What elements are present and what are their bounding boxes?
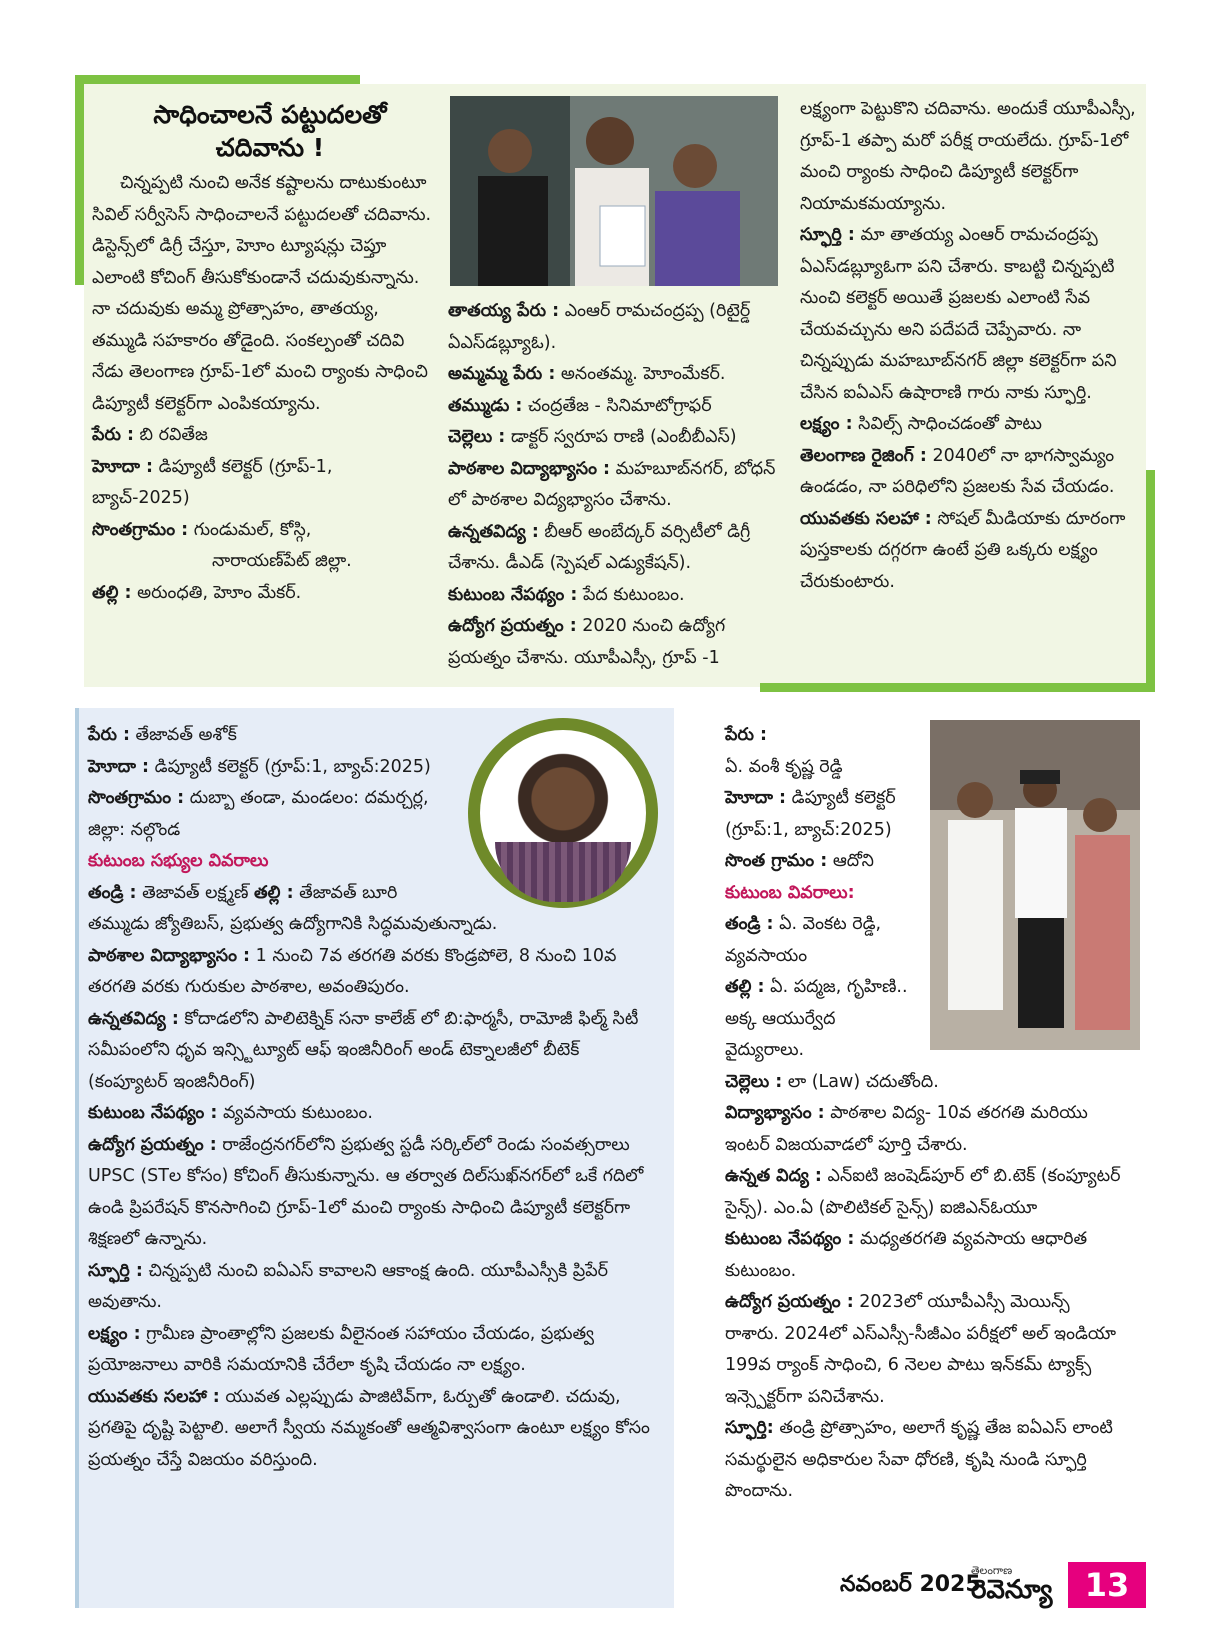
col3-item: యువతకు సలహా : సోషల్ మీడియాకు దూరంగా పుస్తకాలకు దగ్గరగా ఉంటే ప్రతి ఒక్కరు లక్ష్యం చేరుకుంటారు. [800,508,1126,592]
post-row: హెూదా : డిప్యూటీ కలెక్టర్ (గ్రూప్:1, బ్యాచ్:2025) [88,756,431,777]
left-item: లక్ష్యం : గ్రామీణ ప్రాంతాల్లోని ప్రజలకు వీలైనంత సహాయం చేయడం, ప్రభుత్వ ప్రయోజనాలు వారికి సమయానికి చేరేలా కృషి చేయడం నా లక్ష్యం. [88,1323,595,1375]
col3-intro: లక్ష్యంగా పెట్టుకొని చదివాను. అందుకే యూపీఎస్సీ, గ్రూప్-1 తప్పా మరో పరీక్ష రాయలేదు. గ్రూప్-1లో మంచి ర్యాంకు సాధించి డిప్యూటీ కలెక్టర్‌గా నియామకమయ్యాను. [800,99,1136,214]
right-item: చెల్లెలు : లా (Law) చదుతోంది. [725,1071,939,1092]
brother-row: తమ్ముడు జ్యోతిబస్, ప్రభుత్వ ఉద్యోగానికి సిద్ధమవుతున్నాడు. [88,914,498,934]
right-item: ఉద్యోగ ప్రయత్నం : 2023లో యూపీఎస్సీ మెయిన్స్ రాశారు. 2024లో ఎస్ఎస్సీ-సీజీఎం పరీక్షలో అల్ ఇండియా 199వ ర్యాంక్ సాధించి, 6 నెలల పాటు ఇన్‌కమ్ ట్యాక్స్ ఇన్స్పెక్టర్‌గా పనిచేశాను. [725,1292,1117,1407]
right-item: కుటుంబ నేపథ్యం : మధ్యతరగతి వ్యవసాయ ఆధారిత కుటుంబం. [725,1229,1088,1281]
intro-paragraph: చిన్నప్పటి నుంచి అనేక కష్టాలను దాటుకుంటూ సివిల్ సర్వీసెస్ సాధించాలనే పట్టుదలతో చదివాను. డిస్టెన్స్‌లో డిగ్రీ చేస్తూ, హెూం ట్యూషన్లు చెప్తూ ఎలాంటి కోచింగ్ తీసుకోకుండానే చదువుకున్నాను. నా చదువుకు అమ్మ ప్రోత్సాహం, తాతయ్య, తమ్ముడి సహకారం తోడైంది. సంకల్పంతో చదివి నేడు తెలంగాణ గ్రూప్-1లో మంచి ర్యాంకు సాధించి డిప్యూటీ కలెక్టర్‌గా ఎంపికయ్యాను. [92,173,432,414]
name-label: పేరు : [725,725,767,745]
post-row: హెూదా : డిప్యూటీ కలెక్టర్ (గ్రూప్:1, బ్యాచ్:2025) [725,788,896,840]
col2-item: ఉద్యోగ ప్రయత్నం : 2020 నుంచి ఉద్యోగ ప్రయత్నం చేశాను. యూపీఎస్సీ, గ్రూప్ -1 [448,616,726,668]
left-item: ఉద్యోగ ప్రయత్నం : రాజేంద్రనగర్‌లోని ప్రభుత్వ స్టడీ సర్కిల్‌లో రెండు సంవత్సరాలు UPSC (STల కోసం) కోచింగ్ తీసుకున్నాను. ఆ తర్వాత దిల్‌సుఖ్‌నగర్‌లో ఒకే గదిలో ఉండి ప్రిపరేషన్ కొనసాగించి గ్రూప్-1లో మంచి ర్యాంకు సాధించి డిప్యూటీ కలెక్టర్‌గా శిక్షణలో ఉన్నాను. [88,1134,644,1249]
name-row: పేరు : తేజావత్ అశోక్ [88,725,237,745]
post-row: హెూదా : డిప్యూటీ కలెక్టర్ (గ్రూప్-1, బ్యాచ్-2025) [92,456,333,508]
name-row: పేరు : బి రవితేజ [92,425,208,445]
left-item: యువతకు సలహా : యువత ఎల్లప్పుడు పాజిటివ్‌గా, ఓర్పుతో ఉండాలి. చదువు, ప్రగతిపై దృష్టి పెట్టాలి. అలాగే స్వీయ నమ్మకంతో ఆత్మవిశ్వాసంగా ఉంటూ లక్ష్యం కోసం ప్రయత్నం చేస్తే విజయం వరిస్తుంది. [88,1386,650,1470]
top-column-3 [800,94,1140,598]
col2-item: పాఠశాల విద్యాభ్యాసం : మహబూబ్‌నగర్, బోధన్ లో పాఠశాల విద్యభ్యాసం చేశాను. [448,458,776,510]
village-row-2: నారాయణ్‌పేట్ జిల్లా. [212,551,352,571]
left-green-border [75,75,84,285]
heading-line-1: సాధించాలనే పట్టుదలతో [153,100,387,129]
ravi-teja-photo [450,96,778,286]
col3-item: తెలంగాణ రైజింగ్ : 2040లో నా భాగస్వామ్యం ఉండడం, నా పరిధిలోని ప్రజలకు సేవ చేయడం. [800,445,1115,497]
left-item: పాఠశాల విద్యాభ్యాసం : 1 నుంచి 7వ తరగతి వరకు కొండ్రపోలె, 8 నుంచి 10వ తరగతి వరకు గురుకుల పాఠశాల, అవంతిపురం. [88,945,617,997]
col2-item: ఉన్నతవిద్య : బీఆర్ అంబేద్కర్ వర్సిటీలో డిగ్రీ చేశాను. డీఎడ్ (స్పెషల్ ఎడ్యుకేషన్). [448,521,751,573]
magazine-brand: రెవెన్యూ [971,1575,1053,1605]
page-number: 13 [1068,1562,1146,1608]
col3-item: స్ఫూర్తి : మా తాతయ్య ఎంఆర్ రామచంద్రప్ప ఏఎస్‌డబ్ల్యూఓగా పని చేశారు. కాబట్టి చిన్నప్పటి నుంచి కలెక్టర్ అయితే ప్రజలకు ఎలాంటి సేవ చేయవచ్చును అని పదేపదే చెప్పేవారు. నా చిన్నప్పుడు మహబూబ్‌నగర్ జిల్లా కలెక్టర్‌గా పని చేసిన ఐఏఎస్ ఉషారాణి గారు నాకు స్ఫూర్తి. [800,225,1117,403]
left-item: ఉన్నతవిద్య : కోదాడలోని పాలిటెక్నిక్ సనా కాలేజ్ లో బి:ఫార్మసీ, రామోజీ ఫిల్మ్ సిటీ సమీపంలోని ధృవ ఇన్స్టిట్యూట్ ఆఫ్ ఇంజినీరింగ్ అండ్ టెక్నాలజీలో బీటెక్ (కంప్యూటర్ ఇంజినీరింగ్) [88,1008,639,1092]
right-item: తల్లి : ఏ. పద్మజ, గృహిణి.. అక్క ఆయుర్వేద వైద్యురాలు. [725,977,908,1060]
col2-item: చెల్లెలు : డాక్టర్ స్వరూప రాణి (ఎంబీబీఎస్) [448,427,737,447]
col2-item: తాతయ్య పేరు : ఎంఆర్ రామచంద్రప్ప (రిటైర్డ్ ఏఎస్‌డబ్ల్యూఓ). [448,301,751,353]
top-green-border [75,75,360,84]
col2-item: అమ్మమ్మ పేరు : అనంతమ్మ. హెూంమేకర్. [448,364,726,384]
top-column-2 [448,296,776,674]
right-green-border [1146,470,1155,692]
parents-row: తండ్రి : తెజావత్ లక్ష్మణ్ తల్లి : తేజావత్ బూరి [88,882,398,903]
family-heading: కుటుంబ వివరాలు: [725,882,855,903]
village-row: సొంతగ్రామం : గుండుమల్, కోస్గి, [92,519,312,540]
village-row: సొంతగ్రామం : దుబ్బా తండా, మండలం: దమర్చర్ల, జిల్లా: నల్గొండ [88,788,429,840]
col2-item: కుటుంబ నేపథ్యం : పేద కుటుంబం. [448,584,685,605]
col3-item: లక్ష్యం : సివిల్స్ సాధించడంతో పాటు [800,414,1042,434]
heading-line-2: చదివాను ! [215,133,325,162]
right-item: తండ్రి : ఏ. వెంకట రెడ్డి, వ్యవసాయం [725,914,882,966]
bottom-green-border [760,683,1155,692]
issue-date: నవంబర్ 2025 [840,1572,981,1597]
brand-small: తెలంగాణ [971,1564,1013,1577]
ashok-profile-text [88,720,660,1476]
right-item: ఉన్నత విద్య : ఎన్ఐటి జంషెడ్‌పూర్ లో బి.టెక్ (కంప్యూటర్ సైన్స్). ఎం.ఏ (పొలిటికల్ సైన్స్) ఐజిఎన్ఓయూ [725,1166,1121,1218]
left-item: కుటుంబ నేపథ్యం : వ్యవసాయ కుటుంబం. [88,1103,373,1123]
left-item: స్ఫూర్తి : చిన్నప్పటి నుంచి ఐఏఎస్ కావాలని ఆకాంక్ష ఉంది. యూపీఎస్సీకి ప్రిపేర్ అవుతాను. [88,1260,609,1312]
vamshi-profile-text [725,720,1125,1508]
village-row: సొంత గ్రామం : ఆదోని [725,851,874,871]
right-item: స్ఫూర్తి: తండ్రి ప్రోత్సాహం, అలాగే కృష్ణ తేజ ఐఏఎస్ లాంటి సమర్థులైన అధికారుల సేవా ధోరణి, కృషి నుండి స్ఫూర్తి పొందాను. [725,1418,1113,1501]
family-heading: కుటుంబ సభ్యుల వివరాలు [88,851,269,871]
article-heading [110,98,430,164]
name-value: ఏ. వంశీ కృష్ణ రెడ్డి [725,756,843,777]
col2-item: తమ్ముడు : చంద్రతేజ - సినిమాటోగ్రాఫర్ [448,395,712,416]
top-column-1 [92,168,432,609]
mother-row: తల్లి : అరుంధతి, హెూం మేకర్. [92,582,302,603]
photo-illustration [450,96,778,286]
right-item: విద్యాభ్యాసం : పాఠశాల విద్య- 10వ తరగతి మరియు ఇంటర్ విజయవాడలో పూర్తి చేశారు. [725,1103,1088,1155]
